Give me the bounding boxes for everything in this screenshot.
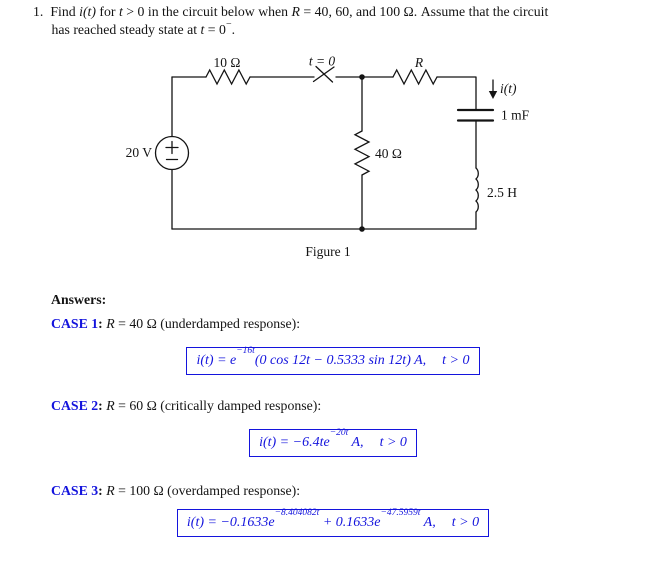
case-3-equation-box: $i(t) = -0.1633e^{-8.404082t} + 0.1633e^{-47.5959t}$ A, t > 0 [177,509,489,537]
resistor-40ohm-label: 40 Ω [375,146,402,161]
current-arrowhead [489,91,497,99]
resistor-10ohm [206,70,250,84]
case-1-equation-box: $i(t) = e^{-16t}(0$ cos 12t − 0.5333 sin 12t) A, t > 0 [186,347,479,375]
inductor [476,168,478,212]
problem-line-2: has reached steady state at t = 0−. [51,18,236,37]
plus-sign [166,142,178,154]
resistor-R [393,70,437,84]
case-1-heading: CASE 1: R = 40 Ω (underdamped response): [51,316,301,331]
inductor-label: 2.5 H [487,185,517,200]
case-2-heading: CASE 2: R = 60 Ω (critically damped response): [51,398,322,413]
wire-top-right [437,77,476,110]
switch-cross [316,67,333,83]
figure-caption: Figure 1 [305,244,351,259]
capacitor-label: 1 mF [501,107,530,123]
source-label: 20 V [125,145,152,160]
problem-number: 1. [33,4,44,19]
case-3-equation-row [0,509,666,537]
case-3-heading: CASE 3: R = 100 Ω (overdamped response): [51,483,301,498]
switch-label: t = 0 [308,53,336,69]
answers-heading: Answers: [51,292,107,307]
current-label: i(t) [500,81,517,96]
problem-line-1: 1. Find i(t) for t > 0 in the circuit below when R = 40, 60, and 100 Ω. Assume that the circuit [33,4,549,19]
circuit-diagram [0,0,666,270]
resistor-40ohm [355,131,369,175]
case-2-equation-box: $i(t) = -6.4te^{-20t}$ A, t > 0 [249,429,417,457]
case-2-equation-row [0,429,666,457]
resistor-R-label: R [414,55,424,70]
case-1-equation-row [0,347,666,375]
resistor-10ohm-label: 10 Ω [213,55,241,70]
